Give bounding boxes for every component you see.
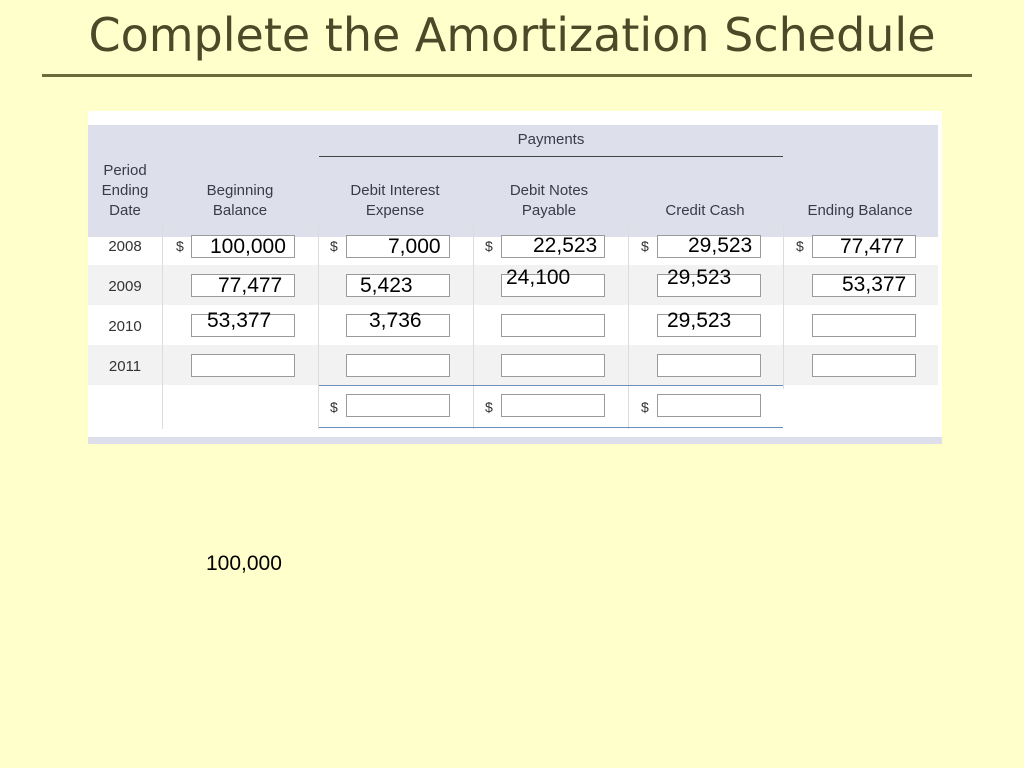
- value-interest-2010: 3,736: [369, 309, 422, 332]
- notes-payable-2010-input[interactable]: [501, 314, 605, 337]
- column-divider: [628, 225, 629, 429]
- dollar-sign: $: [485, 399, 493, 415]
- value-beginning-2008: 100,000: [210, 235, 286, 258]
- totals-top-rule: [319, 385, 783, 386]
- period-2011: 2011: [108, 358, 142, 375]
- beginning-balance-header: Beginning Balance: [206, 182, 274, 219]
- column-divider: [162, 225, 163, 429]
- column-divider: [318, 225, 319, 429]
- value-interest-2009: 5,423: [360, 274, 413, 297]
- dollar-sign: $: [796, 238, 804, 254]
- period-2010: 2010: [108, 318, 142, 335]
- credit-cash-header: Credit Cash: [665, 202, 745, 219]
- ending-balance-header: Ending Balance: [807, 202, 913, 219]
- dollar-sign: $: [485, 238, 493, 254]
- interest-expense-header: Debit Interest Expense: [350, 182, 440, 219]
- table-bottom-bar: [88, 437, 942, 444]
- payments-divider: [319, 156, 783, 157]
- ending-balance-2011-input[interactable]: [812, 354, 916, 377]
- value-notes-2009: 24,100: [506, 266, 571, 289]
- slide-note: 100,000: [206, 552, 282, 575]
- period-header: Period Ending Date: [101, 162, 149, 219]
- amortization-schedule-table: [88, 111, 942, 444]
- credit-cash-2011-input[interactable]: [657, 354, 761, 377]
- title-divider: [42, 74, 972, 77]
- value-cash-2010: 29,523: [667, 309, 732, 332]
- ending-balance-2010-input[interactable]: [812, 314, 916, 337]
- credit-cash-total-input[interactable]: [657, 394, 761, 417]
- value-notes-2008: 22,523: [533, 234, 598, 257]
- beginning-balance-2011-input[interactable]: [191, 354, 295, 377]
- totals-bottom-rule: [319, 427, 783, 428]
- interest-expense-total-input[interactable]: [346, 394, 450, 417]
- dollar-sign: $: [641, 399, 649, 415]
- value-interest-2008: 7,000: [388, 235, 441, 258]
- dollar-sign: $: [330, 238, 338, 254]
- value-beginning-2010: 53,377: [207, 309, 272, 332]
- value-ending-2008: 77,477: [840, 235, 905, 258]
- payments-header: Payments: [517, 131, 585, 148]
- period-2008: 2008: [108, 238, 142, 255]
- column-divider: [473, 225, 474, 429]
- dollar-sign: $: [330, 399, 338, 415]
- slide-title: Complete the Amortization Schedule: [88, 8, 936, 62]
- period-2009: 2009: [108, 278, 142, 295]
- notes-payable-header: Debit Notes Payable: [509, 182, 589, 219]
- value-cash-2008: 29,523: [688, 234, 753, 257]
- interest-expense-2011-input[interactable]: [346, 354, 450, 377]
- dollar-sign: $: [176, 238, 184, 254]
- notes-payable-total-input[interactable]: [501, 394, 605, 417]
- column-divider: [783, 225, 784, 389]
- value-beginning-2009: 77,477: [218, 274, 283, 297]
- value-cash-2009: 29,523: [667, 266, 732, 289]
- dollar-sign: $: [641, 238, 649, 254]
- value-ending-2009: 53,377: [842, 273, 907, 296]
- notes-payable-2011-input[interactable]: [501, 354, 605, 377]
